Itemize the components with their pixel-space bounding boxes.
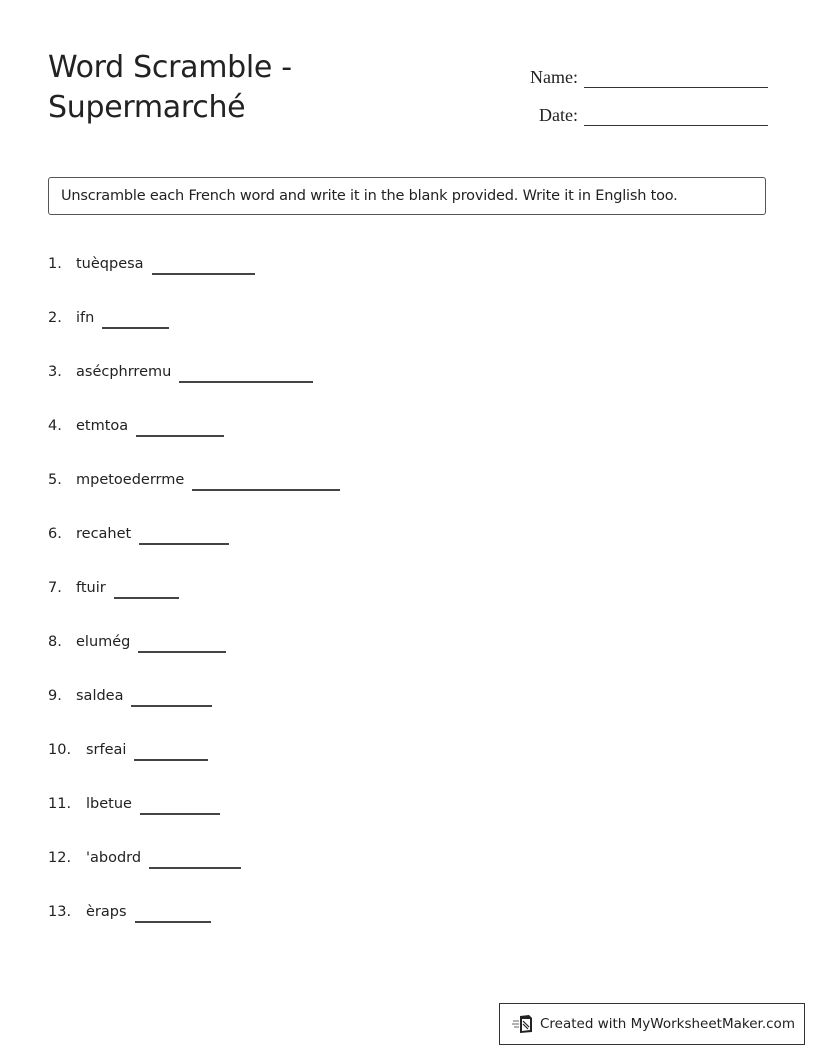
answer-blank[interactable] (138, 651, 226, 653)
list-item (48, 464, 340, 488)
scrambled-word: elumég (76, 634, 131, 650)
scrambled-word: ftuir (76, 580, 106, 596)
scrambled-word: èraps (86, 904, 127, 920)
list-item (48, 734, 208, 758)
answer-blank[interactable] (114, 597, 179, 599)
worksheet-title: Word Scramble - Supermarché (48, 50, 292, 125)
scrambled-word: etmtoa (76, 418, 129, 434)
scrambled-word: lbetue (86, 796, 132, 812)
list-item (48, 788, 220, 812)
item-number: 11. (48, 796, 72, 812)
item-number: 9. (48, 688, 62, 704)
item-number: 5. (48, 472, 62, 488)
item-number: 10. (48, 742, 72, 758)
footer-credit[interactable] (499, 1003, 805, 1045)
scrambled-word: saldea (76, 688, 124, 704)
item-number: 6. (48, 526, 62, 542)
item-number: 13. (48, 904, 72, 920)
answer-blank[interactable] (179, 381, 313, 383)
worksheet-logo-icon (512, 1013, 534, 1035)
answer-blank[interactable] (140, 813, 220, 815)
scrambled-word: ifn (76, 310, 95, 326)
item-number: 3. (48, 364, 62, 380)
list-item (48, 572, 179, 596)
scrambled-word: recahet (76, 526, 132, 542)
answer-blank[interactable] (131, 705, 212, 707)
list-item (48, 356, 313, 380)
list-item (48, 680, 212, 704)
answer-blank[interactable] (139, 543, 229, 545)
date-row (530, 88, 768, 126)
item-number: 2. (48, 310, 62, 326)
answer-blank[interactable] (134, 759, 208, 761)
date-blank[interactable] (584, 105, 768, 126)
answer-blank[interactable] (152, 273, 255, 275)
scrambled-word: mpetoederrme (76, 472, 185, 488)
item-number: 7. (48, 580, 62, 596)
list-item (48, 896, 211, 920)
item-number: 12. (48, 850, 72, 866)
list-item (48, 626, 226, 650)
scrambled-word: tuèqpesa (76, 256, 144, 272)
answer-blank[interactable] (102, 327, 169, 329)
list-item (48, 518, 229, 542)
list-item (48, 302, 169, 326)
name-blank[interactable] (584, 67, 768, 88)
name-label: Name: (530, 67, 578, 87)
list-item (48, 842, 241, 866)
item-number: 1. (48, 256, 62, 272)
item-number: 8. (48, 634, 62, 650)
date-label: Date: (539, 105, 578, 125)
item-number: 4. (48, 418, 62, 434)
answer-blank[interactable] (149, 867, 241, 869)
scrambled-word: 'abodrd (86, 850, 142, 866)
answer-blank[interactable] (135, 921, 211, 923)
instructions-box: Unscramble each French word and write it in the blank provided. Write it in English too. (48, 177, 766, 215)
name-row (530, 50, 768, 88)
list-item (48, 410, 224, 434)
scrambled-word: asécphrremu (76, 364, 172, 380)
footer-text: Created with MyWorksheetMaker.com (540, 1016, 795, 1032)
answer-blank[interactable] (192, 489, 340, 491)
scrambled-word: srfeai (86, 742, 127, 758)
list-item (48, 248, 255, 272)
student-info (530, 50, 768, 126)
answer-blank[interactable] (136, 435, 224, 437)
